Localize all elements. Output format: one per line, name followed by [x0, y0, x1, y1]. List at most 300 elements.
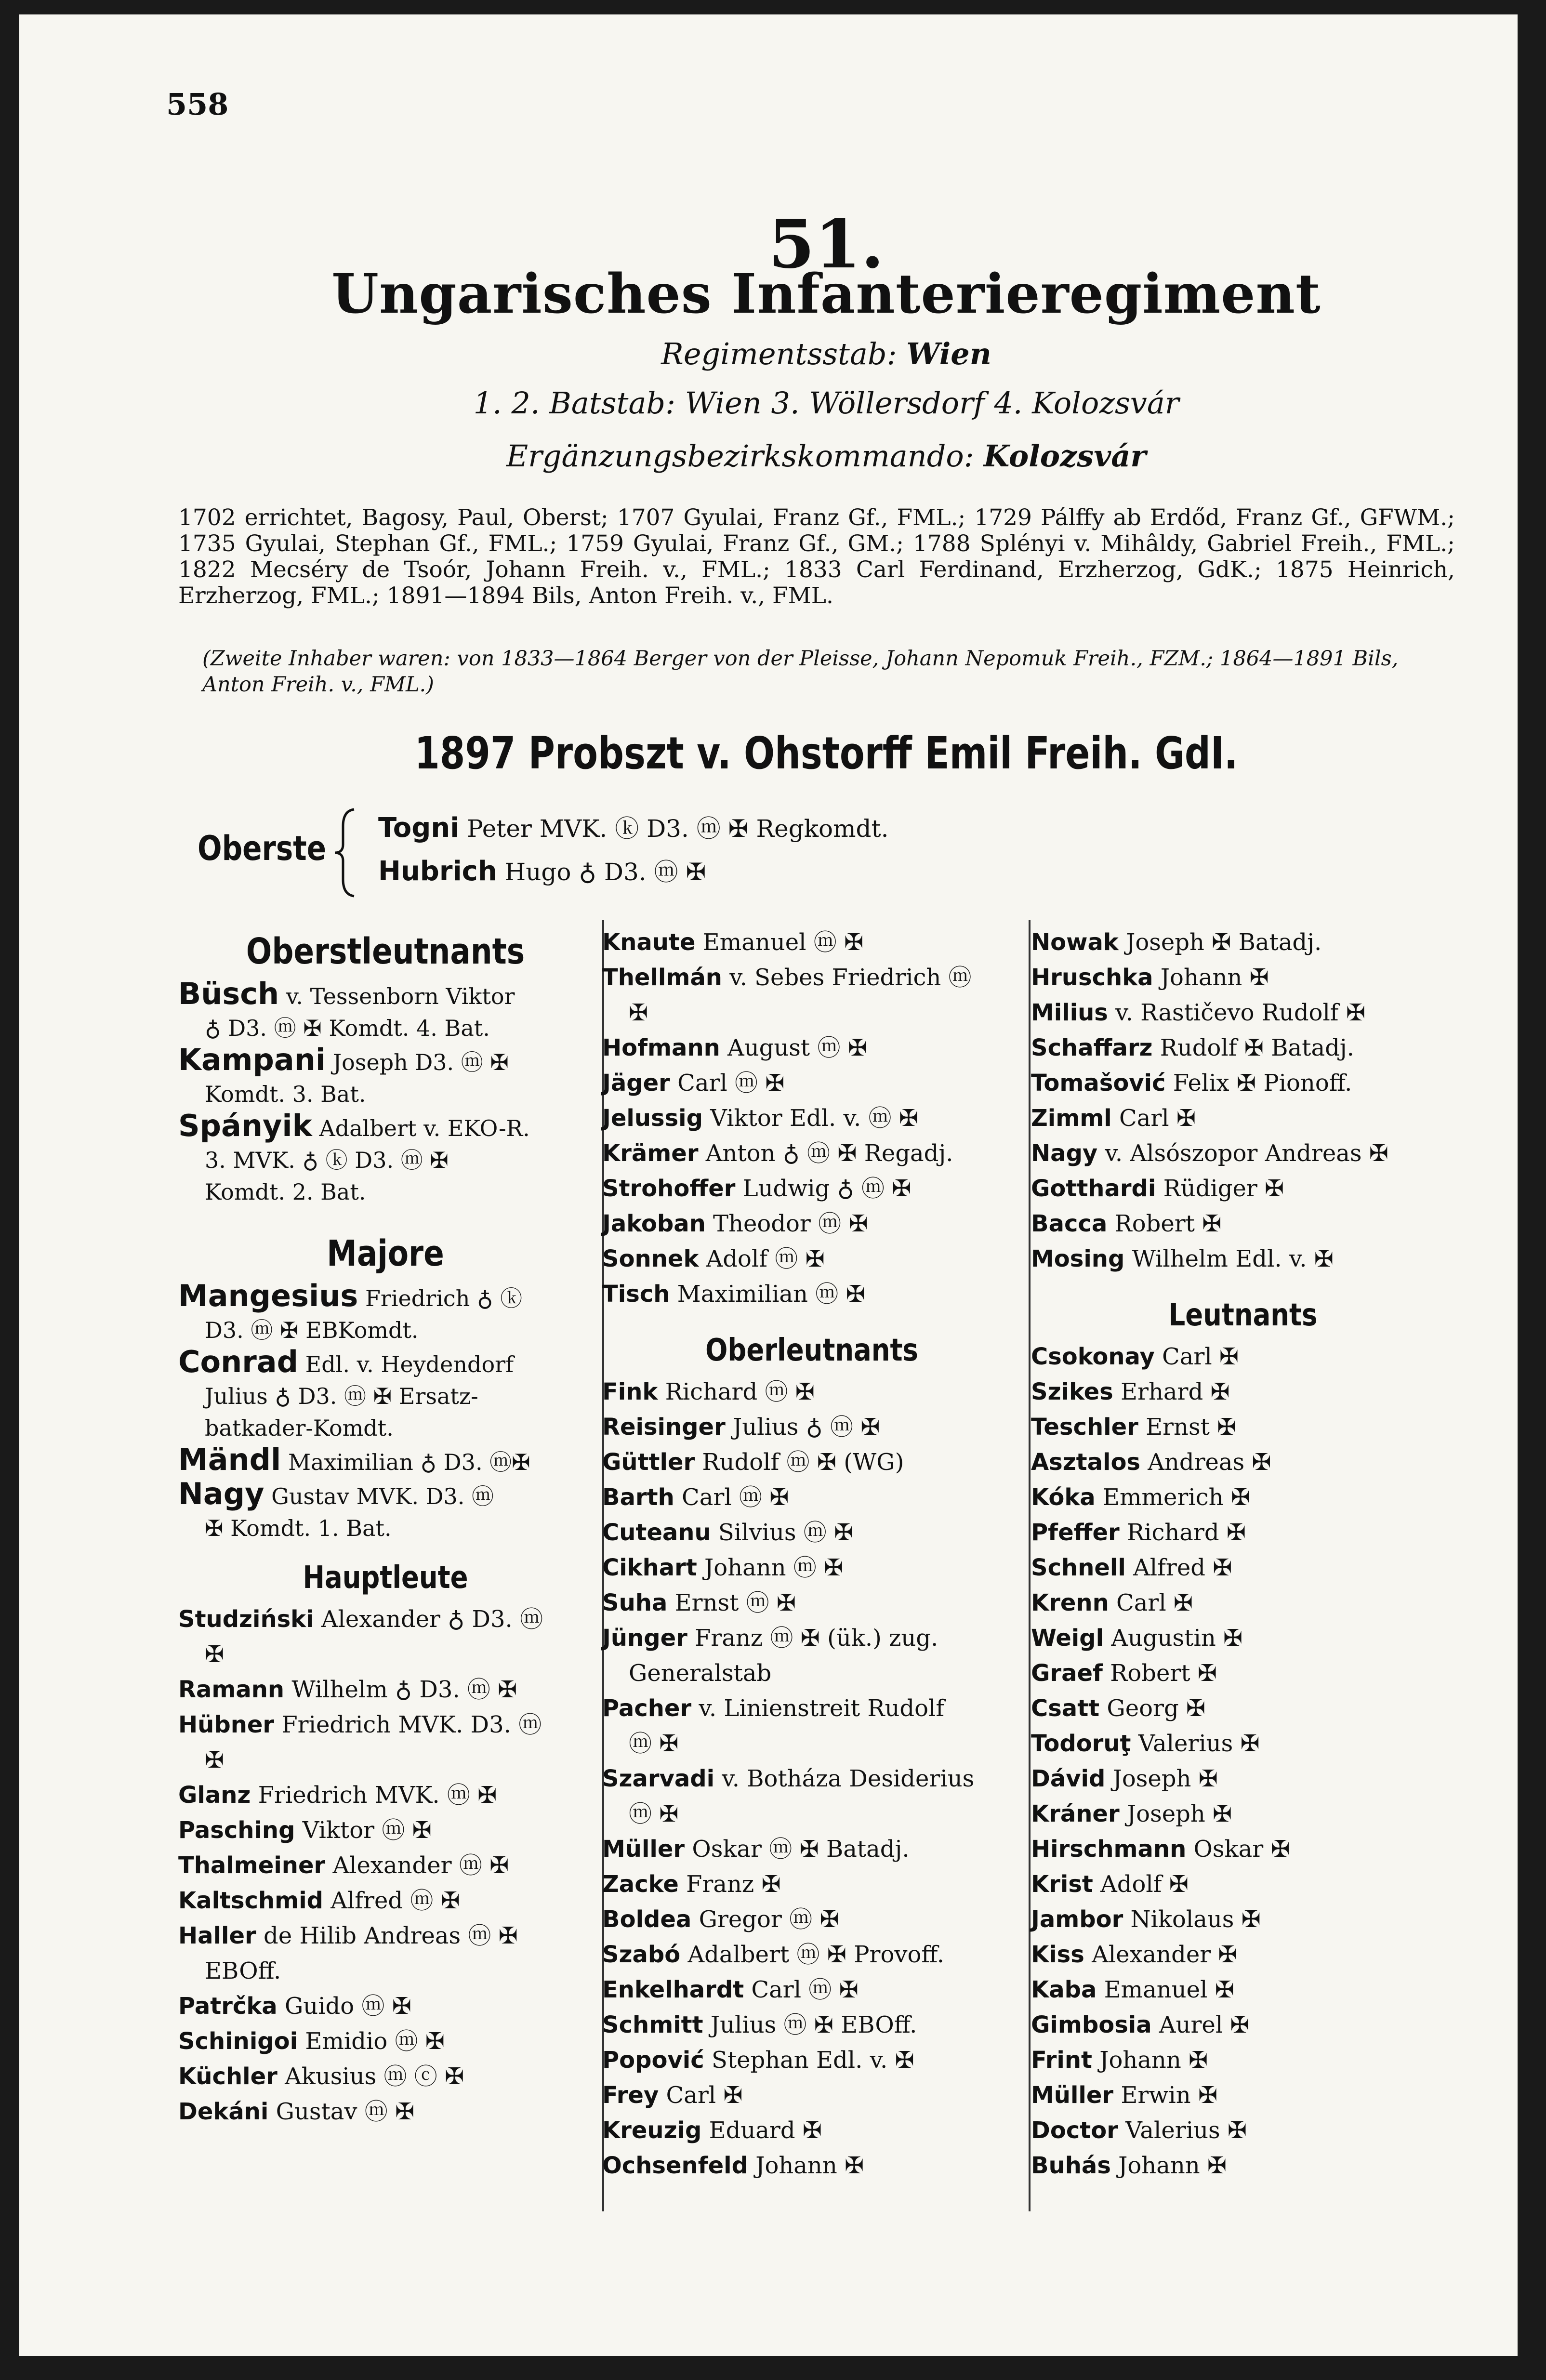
officer-name: Zacke — [602, 1871, 679, 1898]
officer-details: Emidio ⓜ ✠ — [305, 2028, 445, 2055]
officer-details: Komdt. 3. Bat. — [205, 1081, 366, 1107]
officer-details: Guido ⓜ ✠ — [284, 1993, 411, 2020]
list-item — [602, 1550, 1021, 1586]
officer-name: Jakoban — [602, 1210, 706, 1237]
officer-details: Johann ✠ — [1160, 964, 1269, 991]
officer-name: Pfeffer — [1031, 1519, 1120, 1546]
officer-name: Kreuzig — [602, 2117, 702, 2144]
brace-icon — [332, 807, 357, 899]
list-item — [602, 2008, 1021, 2043]
list-item — [1031, 1656, 1455, 1691]
list-item — [602, 1480, 1021, 1515]
officer-details: Edl. v. Heydendorf — [305, 1351, 514, 1377]
officer-details: Ludwig ♁ ⓜ ✠ — [742, 1175, 912, 1202]
list-item — [602, 1206, 1021, 1242]
officer-details: Emanuel ✠ — [1104, 1976, 1234, 2003]
list-item — [1031, 1761, 1455, 1797]
regiment-owner: 1897 Probszt v. Ohstorff Emil Freih. GdI. — [414, 727, 1238, 779]
officer-details: v. Alsószopor Andreas ✠ — [1105, 1140, 1388, 1167]
officer-details: Nikolaus ✠ — [1130, 1906, 1261, 1933]
officer-name: Patrčka — [178, 1993, 277, 2020]
oberst-name: Hubrich — [378, 856, 497, 887]
officer-name: Hofmann — [602, 1034, 720, 1061]
officer-details: Theodor ⓜ ✠ — [713, 1210, 868, 1237]
list-item — [602, 1171, 1021, 1206]
officer-details: ✠ Komdt. 1. Bat. — [205, 1515, 392, 1541]
officer-name: Teschler — [1031, 1414, 1138, 1441]
officer-name: Studziński — [178, 1606, 314, 1633]
list-item — [178, 1989, 593, 2024]
list-item — [602, 2043, 1021, 2078]
officer-name: Boldea — [602, 1906, 692, 1933]
officer-name: Weigl — [1031, 1625, 1104, 1652]
officer-details: Johann ✠ — [1118, 2152, 1227, 2179]
officer-details: Wilhelm Edl. v. ✠ — [1132, 1245, 1334, 1272]
list-item — [178, 1778, 593, 1813]
list-item — [178, 978, 593, 1044]
list-item — [1031, 1691, 1455, 1726]
list-item — [178, 1672, 593, 1707]
list-item — [178, 1280, 593, 1346]
officer-name: Dekáni — [178, 2098, 269, 2125]
list-item — [602, 2113, 1021, 2148]
officer-details: Erwin ✠ — [1121, 2082, 1218, 2109]
officer-name: Cuteanu — [602, 1519, 711, 1546]
officer-name: Barth — [602, 1484, 674, 1511]
officer-name: Jünger — [602, 1625, 687, 1652]
staff-place: Wien — [906, 336, 991, 371]
officer-name: Nagy — [1031, 1140, 1098, 1167]
officer-name: Spányik — [178, 1108, 312, 1143]
list-item — [178, 1813, 593, 1848]
officer-name: Strohoffer — [602, 1175, 736, 1202]
list-item — [178, 2059, 593, 2094]
officer-details: Emanuel ⓜ ✠ — [702, 929, 864, 956]
officer-details: Carl ✠ — [1162, 1343, 1239, 1370]
officer-details: Emmerich ✠ — [1102, 1484, 1250, 1511]
document-page — [19, 14, 1518, 2356]
officer-details: EBOff. — [205, 1957, 281, 1984]
officer-details: Valerius ✠ — [1125, 2117, 1247, 2144]
officer-details: v. Sebes Friedrich ⓜ — [729, 964, 972, 991]
officer-details: Rudolf ✠ Batadj. — [1160, 1034, 1354, 1061]
oberleutnants-list — [602, 1375, 1021, 2183]
officer-name: Frint — [1031, 2047, 1092, 2074]
officer-details: Adalbert v. EKO-R. — [319, 1115, 530, 1141]
district-label: Ergänzungsbezirkskommando: — [506, 438, 974, 474]
staff-label: Regimentsstab: — [661, 336, 897, 371]
list-item — [178, 2024, 593, 2059]
column-2 — [602, 925, 1021, 2183]
officer-name: Conrad — [178, 1344, 299, 1379]
section-heading-hauptleute: Hauptleute — [303, 1560, 468, 1596]
officer-details: ✠ — [205, 1746, 225, 1773]
oberst-name: Togni — [378, 812, 460, 844]
officer-details: Joseph ✠ — [1112, 1765, 1218, 1792]
officer-details: v. Rastičevo Rudolf ✠ — [1115, 999, 1366, 1026]
officer-name: Enkelhardt — [602, 1976, 744, 2003]
list-item — [1031, 1242, 1455, 1277]
officer-name: Küchler — [178, 2063, 277, 2090]
officer-details: Wilhelm ♁ D3. ⓜ ✠ — [291, 1676, 517, 1703]
officer-name: Hruschka — [1031, 964, 1153, 991]
officer-name: Mändl — [178, 1442, 281, 1477]
list-item — [602, 1066, 1021, 1101]
officer-name: Jelussig — [602, 1105, 703, 1132]
officer-name: Doctor — [1031, 2117, 1118, 2144]
officer-details: Adolf ✠ — [1100, 1871, 1189, 1898]
officer-name: Tisch — [602, 1281, 670, 1308]
regiment-number: 51. — [768, 205, 885, 283]
list-item — [1031, 1410, 1455, 1445]
oberst-details: Hugo ♁ D3. ⓜ ✠ — [504, 858, 706, 886]
officer-details: ⓜ ✠ — [629, 1800, 679, 1827]
officer-details: Robert ✠ — [1110, 1660, 1217, 1687]
regiment-staff — [19, 336, 1546, 371]
officer-name: Asztalos — [1031, 1449, 1140, 1476]
officer-name: Mosing — [1031, 1245, 1125, 1272]
officer-name: Ochsenfeld — [602, 2152, 748, 2179]
officer-name: Güttler — [602, 1449, 695, 1476]
officer-details: Rüdiger ✠ — [1163, 1175, 1284, 1202]
list-item — [602, 1902, 1021, 1937]
list-item — [1031, 1832, 1455, 1867]
list-item — [1031, 1136, 1455, 1171]
hauptleute-list — [178, 1602, 593, 2129]
list-item — [1031, 2043, 1455, 2078]
officer-details: Generalstab — [629, 1660, 772, 1687]
officer-details: D3. ⓜ ✠ EBKomdt. — [205, 1317, 419, 1343]
officer-details: Johann ✠ — [1099, 2047, 1208, 2074]
officer-details: Gustav ⓜ ✠ — [276, 2098, 415, 2125]
list-item — [1031, 1101, 1455, 1136]
list-item — [1031, 925, 1455, 960]
officer-details: Friedrich ♁ ⓚ — [365, 1285, 523, 1311]
officer-name: Jäger — [602, 1070, 670, 1097]
officer-name: Buhás — [1031, 2152, 1111, 2179]
list-item — [1031, 1867, 1455, 1902]
officer-details: Johann ⓜ ✠ — [704, 1554, 844, 1581]
officer-name: Kaltschmid — [178, 1887, 324, 1914]
section-heading-majore: Majore — [327, 1233, 444, 1274]
list-item — [1031, 1206, 1455, 1242]
list-item — [178, 1346, 593, 1444]
officer-name: Frey — [602, 2082, 659, 2109]
regiment-history: 1702 errichtet, Bagosy, Paul, Oberst; 1707 Gyulai, Franz Gf., FML.; 1729 Pálffy ab Erdőd, Franz Gf., GFWM.; 1735 Gyulai, Stephan Gf., FML.; 1759 Gyulai, Franz Gf., GM.; 1788 Splényi v. Mihâldy, Gabriel Freih., FML.; 1822 Mecséry de Tsoór, Johann Freih. v., FML.; 1833 Carl Ferdinand, Erzherzog, GdK.; 1875 Heinrich, Erzherzog, FML.; 1891—1894 Bils, Anton Freih. v., FML. — [178, 504, 1455, 609]
officer-name: Csokonay — [1031, 1343, 1155, 1370]
officer-details: Stephan Edl. v. ✠ — [711, 2047, 914, 2074]
officer-name: Krenn — [1031, 1589, 1109, 1616]
column-3 — [1031, 925, 1455, 2183]
officer-details: Alfred ⓜ ✠ — [330, 1887, 460, 1914]
officer-details: Ernst ⓜ ✠ — [674, 1589, 796, 1616]
officer-details: Maximilian ♁ D3. ⓜ✠ — [288, 1449, 530, 1475]
officer-details: Erhard ✠ — [1120, 1378, 1230, 1405]
officer-name: Gimbosia — [1031, 2011, 1152, 2038]
page-title: Ungarisches Infanterieregiment — [331, 263, 1321, 326]
officer-details: Andreas ✠ — [1148, 1449, 1271, 1476]
list-item — [602, 1691, 1021, 1761]
list-item — [602, 1867, 1021, 1902]
officer-details: Carl ⓜ ✠ — [682, 1484, 789, 1511]
oberstleutnants-list — [178, 978, 593, 1208]
officer-name: Nagy — [178, 1476, 264, 1511]
officer-details: Felix ✠ Pionoff. — [1173, 1070, 1352, 1097]
officer-details: Joseph ✠ Batadj. — [1126, 929, 1322, 956]
list-item — [1031, 1550, 1455, 1586]
officer-details: Anton ♁ ⓜ ✠ Regadj. — [705, 1140, 953, 1167]
list-item — [178, 2094, 593, 2129]
list-item — [602, 1972, 1021, 2008]
hauptleute-continued-list — [602, 925, 1021, 1312]
list-item — [1031, 1445, 1455, 1480]
officer-name: Cikhart — [602, 1554, 697, 1581]
officer-name: Zimml — [1031, 1105, 1112, 1132]
officer-details: Richard ✠ — [1127, 1519, 1246, 1546]
oberst-entry — [378, 853, 706, 887]
officer-details: Joseph ✠ — [1126, 1800, 1232, 1827]
list-item — [602, 1621, 1021, 1691]
officer-name: Pasching — [178, 1817, 295, 1844]
officer-details: Viktor ⓜ ✠ — [302, 1817, 432, 1844]
list-item — [178, 1444, 593, 1478]
officer-name: Kampani — [178, 1042, 326, 1077]
list-item — [602, 1277, 1021, 1312]
officer-details: Ernst ✠ — [1146, 1414, 1237, 1441]
officer-details: ♁ D3. ⓜ ✠ Komdt. 4. Bat. — [205, 1015, 490, 1041]
officer-details: Adolf ⓜ ✠ — [706, 1245, 825, 1272]
list-item — [178, 1044, 593, 1110]
list-item — [1031, 1031, 1455, 1066]
officer-details: Friedrich MVK. D3. ⓜ — [281, 1711, 542, 1738]
officer-details: Maximilian ⓜ ✠ — [677, 1281, 865, 1308]
section-heading-oberstleutnants: Oberstleutnants — [246, 931, 525, 972]
officer-name: Krämer — [602, 1140, 699, 1167]
list-item — [1031, 1171, 1455, 1206]
officer-details: batkader-Komdt. — [205, 1415, 394, 1441]
list-item — [602, 1410, 1021, 1445]
officer-name: Kráner — [1031, 1800, 1120, 1827]
officer-name: Szikes — [1031, 1378, 1113, 1405]
officer-details: Silvius ⓜ ✠ — [718, 1519, 854, 1546]
list-item — [1031, 1937, 1455, 1972]
officer-details: Komdt. 2. Bat. — [205, 1179, 366, 1205]
officer-name: Kóka — [1031, 1484, 1096, 1511]
officer-details: Viktor Edl. v. ⓜ ✠ — [710, 1105, 918, 1132]
officer-name: Nowak — [1031, 929, 1119, 956]
officer-name: Schinigoi — [178, 2028, 298, 2055]
oberst-entry — [378, 809, 889, 844]
officer-details: Carl ✠ — [1116, 1589, 1193, 1616]
list-item — [1031, 1339, 1455, 1375]
list-item — [1031, 1621, 1455, 1656]
officer-details: Julius ⓜ ✠ EBOff. — [710, 2011, 917, 2038]
officer-details: Akusius ⓜ ⓒ ✠ — [285, 2063, 464, 2090]
officer-name: Milius — [1031, 999, 1108, 1026]
list-item — [178, 1478, 593, 1544]
list-item — [1031, 1375, 1455, 1410]
officer-details: Adalbert ⓜ ✠ Provoff. — [687, 1941, 945, 1968]
list-item — [178, 1707, 593, 1778]
officer-details: Richard ⓜ ✠ — [665, 1378, 815, 1405]
list-item — [602, 1586, 1021, 1621]
officer-details: Carl ✠ — [666, 2082, 743, 2109]
recruiting-district — [19, 438, 1546, 474]
list-item — [1031, 1586, 1455, 1621]
officer-details: Georg ✠ — [1107, 1695, 1206, 1722]
list-item — [602, 1937, 1021, 1972]
list-item — [1031, 1515, 1455, 1550]
list-item — [1031, 995, 1455, 1031]
officer-details: Carl ⓜ ✠ — [751, 1976, 859, 2003]
officer-details: Franz ⓜ ✠ (ük.) zug. — [695, 1625, 938, 1652]
list-item — [1031, 2078, 1455, 2113]
officer-details: ⓜ ✠ — [629, 1730, 679, 1757]
list-item — [602, 1375, 1021, 1410]
district-place: Kolozsvár — [983, 438, 1147, 474]
officer-name: Todoruţ — [1031, 1730, 1131, 1757]
majore-list — [178, 1280, 593, 1544]
officer-name: Müller — [602, 1836, 685, 1863]
list-item — [602, 2148, 1021, 2183]
oberleutnants-continued-list — [1031, 925, 1455, 1277]
officer-details: v. Tessenborn Viktor — [286, 983, 515, 1009]
officer-details: v. Linienstreit Rudolf — [699, 1695, 945, 1722]
officer-name: Krist — [1031, 1871, 1093, 1898]
officer-details: Friedrich MVK. ⓜ ✠ — [258, 1782, 497, 1809]
officer-details: Carl ⓜ ✠ — [677, 1070, 785, 1097]
officer-name: Glanz — [178, 1782, 251, 1809]
list-item — [1031, 2148, 1455, 2183]
officer-details: Alfred ✠ — [1133, 1554, 1232, 1581]
officer-name: Tomašović — [1031, 1070, 1166, 1097]
officer-name: Müller — [1031, 2082, 1114, 2109]
officer-details: Carl ✠ — [1119, 1105, 1196, 1132]
list-item — [1031, 1480, 1455, 1515]
oberste-label: Oberste — [198, 829, 327, 868]
officer-name: Graef — [1031, 1660, 1103, 1687]
officer-details: Gregor ⓜ ✠ — [699, 1906, 839, 1933]
officer-name: Schaffarz — [1031, 1034, 1153, 1061]
list-item — [602, 925, 1021, 960]
column-1 — [178, 920, 593, 2129]
officer-name: Kiss — [1031, 1941, 1084, 1968]
list-item — [1031, 2008, 1455, 2043]
list-item — [602, 1031, 1021, 1066]
section-heading-oberleutnants: Oberleutnants — [705, 1333, 918, 1368]
officer-details: Rudolf ⓜ ✠ (WG) — [702, 1449, 904, 1476]
officer-details: Alexander ⓜ ✠ — [332, 1852, 509, 1879]
list-item — [1031, 1972, 1455, 2008]
officer-name: Kaba — [1031, 1976, 1097, 2003]
list-item — [1031, 1902, 1455, 1937]
list-item — [602, 1832, 1021, 1867]
officer-details: August ⓜ ✠ — [727, 1034, 867, 1061]
officer-name: Büsch — [178, 976, 279, 1011]
list-item — [602, 1136, 1021, 1171]
officer-details: de Hilib Andreas ⓜ ✠ — [263, 1922, 518, 1949]
officer-details: Johann ✠ — [755, 2152, 864, 2179]
list-item — [178, 1848, 593, 1883]
oberst-details: Peter MVK. ⓚ D3. ⓜ ✠ Regkomdt. — [467, 815, 889, 843]
list-item — [178, 1110, 593, 1208]
list-item — [1031, 960, 1455, 995]
section-heading-leutnants: Leutnants — [1168, 1297, 1318, 1333]
officer-name: Dávid — [1031, 1765, 1106, 1792]
officer-name: Szabó — [602, 1941, 681, 1968]
list-item — [1031, 1066, 1455, 1101]
officer-details: Gustav MVK. D3. ⓜ — [271, 1483, 494, 1509]
officer-name: Haller — [178, 1922, 256, 1949]
former-owners: (Zweite Inhaber waren: von 1833—1864 Berger von der Pleisse, Johann Nepomuk Freih., FZM.; 1864—1891 Bils, Anton Freih. v., FML.) — [202, 647, 1399, 697]
list-item — [178, 1883, 593, 1918]
leutnants-list — [1031, 1339, 1455, 2183]
officer-name: Szarvadi — [602, 1765, 715, 1792]
officer-details: 3. MVK. ♁ ⓚ D3. ⓜ ✠ — [205, 1147, 449, 1173]
list-item — [178, 1602, 593, 1672]
officer-name: Hirschmann — [1031, 1836, 1187, 1863]
list-item — [602, 1761, 1021, 1832]
list-item — [602, 2078, 1021, 2113]
list-item — [602, 1515, 1021, 1550]
officer-name: Thellmán — [602, 964, 722, 991]
officer-details: ✠ — [629, 999, 648, 1026]
officer-details: Robert ✠ — [1114, 1210, 1222, 1237]
officer-name: Ramann — [178, 1676, 285, 1703]
officer-name: Reisinger — [602, 1414, 726, 1441]
officer-name: Bacca — [1031, 1210, 1108, 1237]
battalion-staffs: 1. 2. Batstab: Wien 3. Wöllersdorf 4. Kolozsvár — [473, 385, 1179, 421]
officer-name: Schnell — [1031, 1554, 1126, 1581]
officer-details: Augustin ✠ — [1111, 1625, 1243, 1652]
officer-details: Julius ♁ D3. ⓜ ✠ Ersatz- — [205, 1383, 478, 1409]
officer-name: Sonnek — [602, 1245, 699, 1272]
officer-name: Schmitt — [602, 2011, 703, 2038]
officer-details: Julius ♁ ⓜ ✠ — [733, 1414, 880, 1441]
list-item — [178, 1918, 593, 1989]
officer-name: Fink — [602, 1378, 658, 1405]
officer-details: Alexander ♁ D3. ⓜ — [321, 1606, 543, 1633]
officer-details: v. Botháza Desiderius — [722, 1765, 975, 1792]
officer-name: Popović — [602, 2047, 704, 2074]
officer-details: Oskar ⓜ ✠ Batadj. — [692, 1836, 910, 1863]
officer-name: Hübner — [178, 1711, 275, 1738]
list-item — [602, 1101, 1021, 1136]
list-item — [1031, 2113, 1455, 2148]
list-item — [602, 1445, 1021, 1480]
officer-name: Jambor — [1031, 1906, 1123, 1933]
officer-name: Csatt — [1031, 1695, 1100, 1722]
officer-details: Aurel ✠ — [1159, 2011, 1250, 2038]
list-item — [1031, 1797, 1455, 1832]
officer-details: Franz ✠ — [686, 1871, 781, 1898]
officer-details: Valerius ✠ — [1138, 1730, 1260, 1757]
officer-details: ✠ — [205, 1641, 225, 1668]
officer-details: Eduard ✠ — [709, 2117, 822, 2144]
list-item — [1031, 1726, 1455, 1761]
officer-name: Gotthardi — [1031, 1175, 1156, 1202]
officer-name: Suha — [602, 1589, 668, 1616]
officer-details: Alexander ✠ — [1092, 1941, 1238, 1968]
officer-name: Pacher — [602, 1695, 692, 1722]
officer-name: Mangesius — [178, 1278, 358, 1313]
list-item — [602, 1242, 1021, 1277]
officer-details: Joseph D3. ⓜ ✠ — [332, 1049, 509, 1075]
officer-details: Oskar ✠ — [1193, 1836, 1290, 1863]
list-item — [602, 960, 1021, 1031]
officer-name: Thalmeiner — [178, 1852, 326, 1879]
column-divider — [1029, 920, 1031, 2211]
